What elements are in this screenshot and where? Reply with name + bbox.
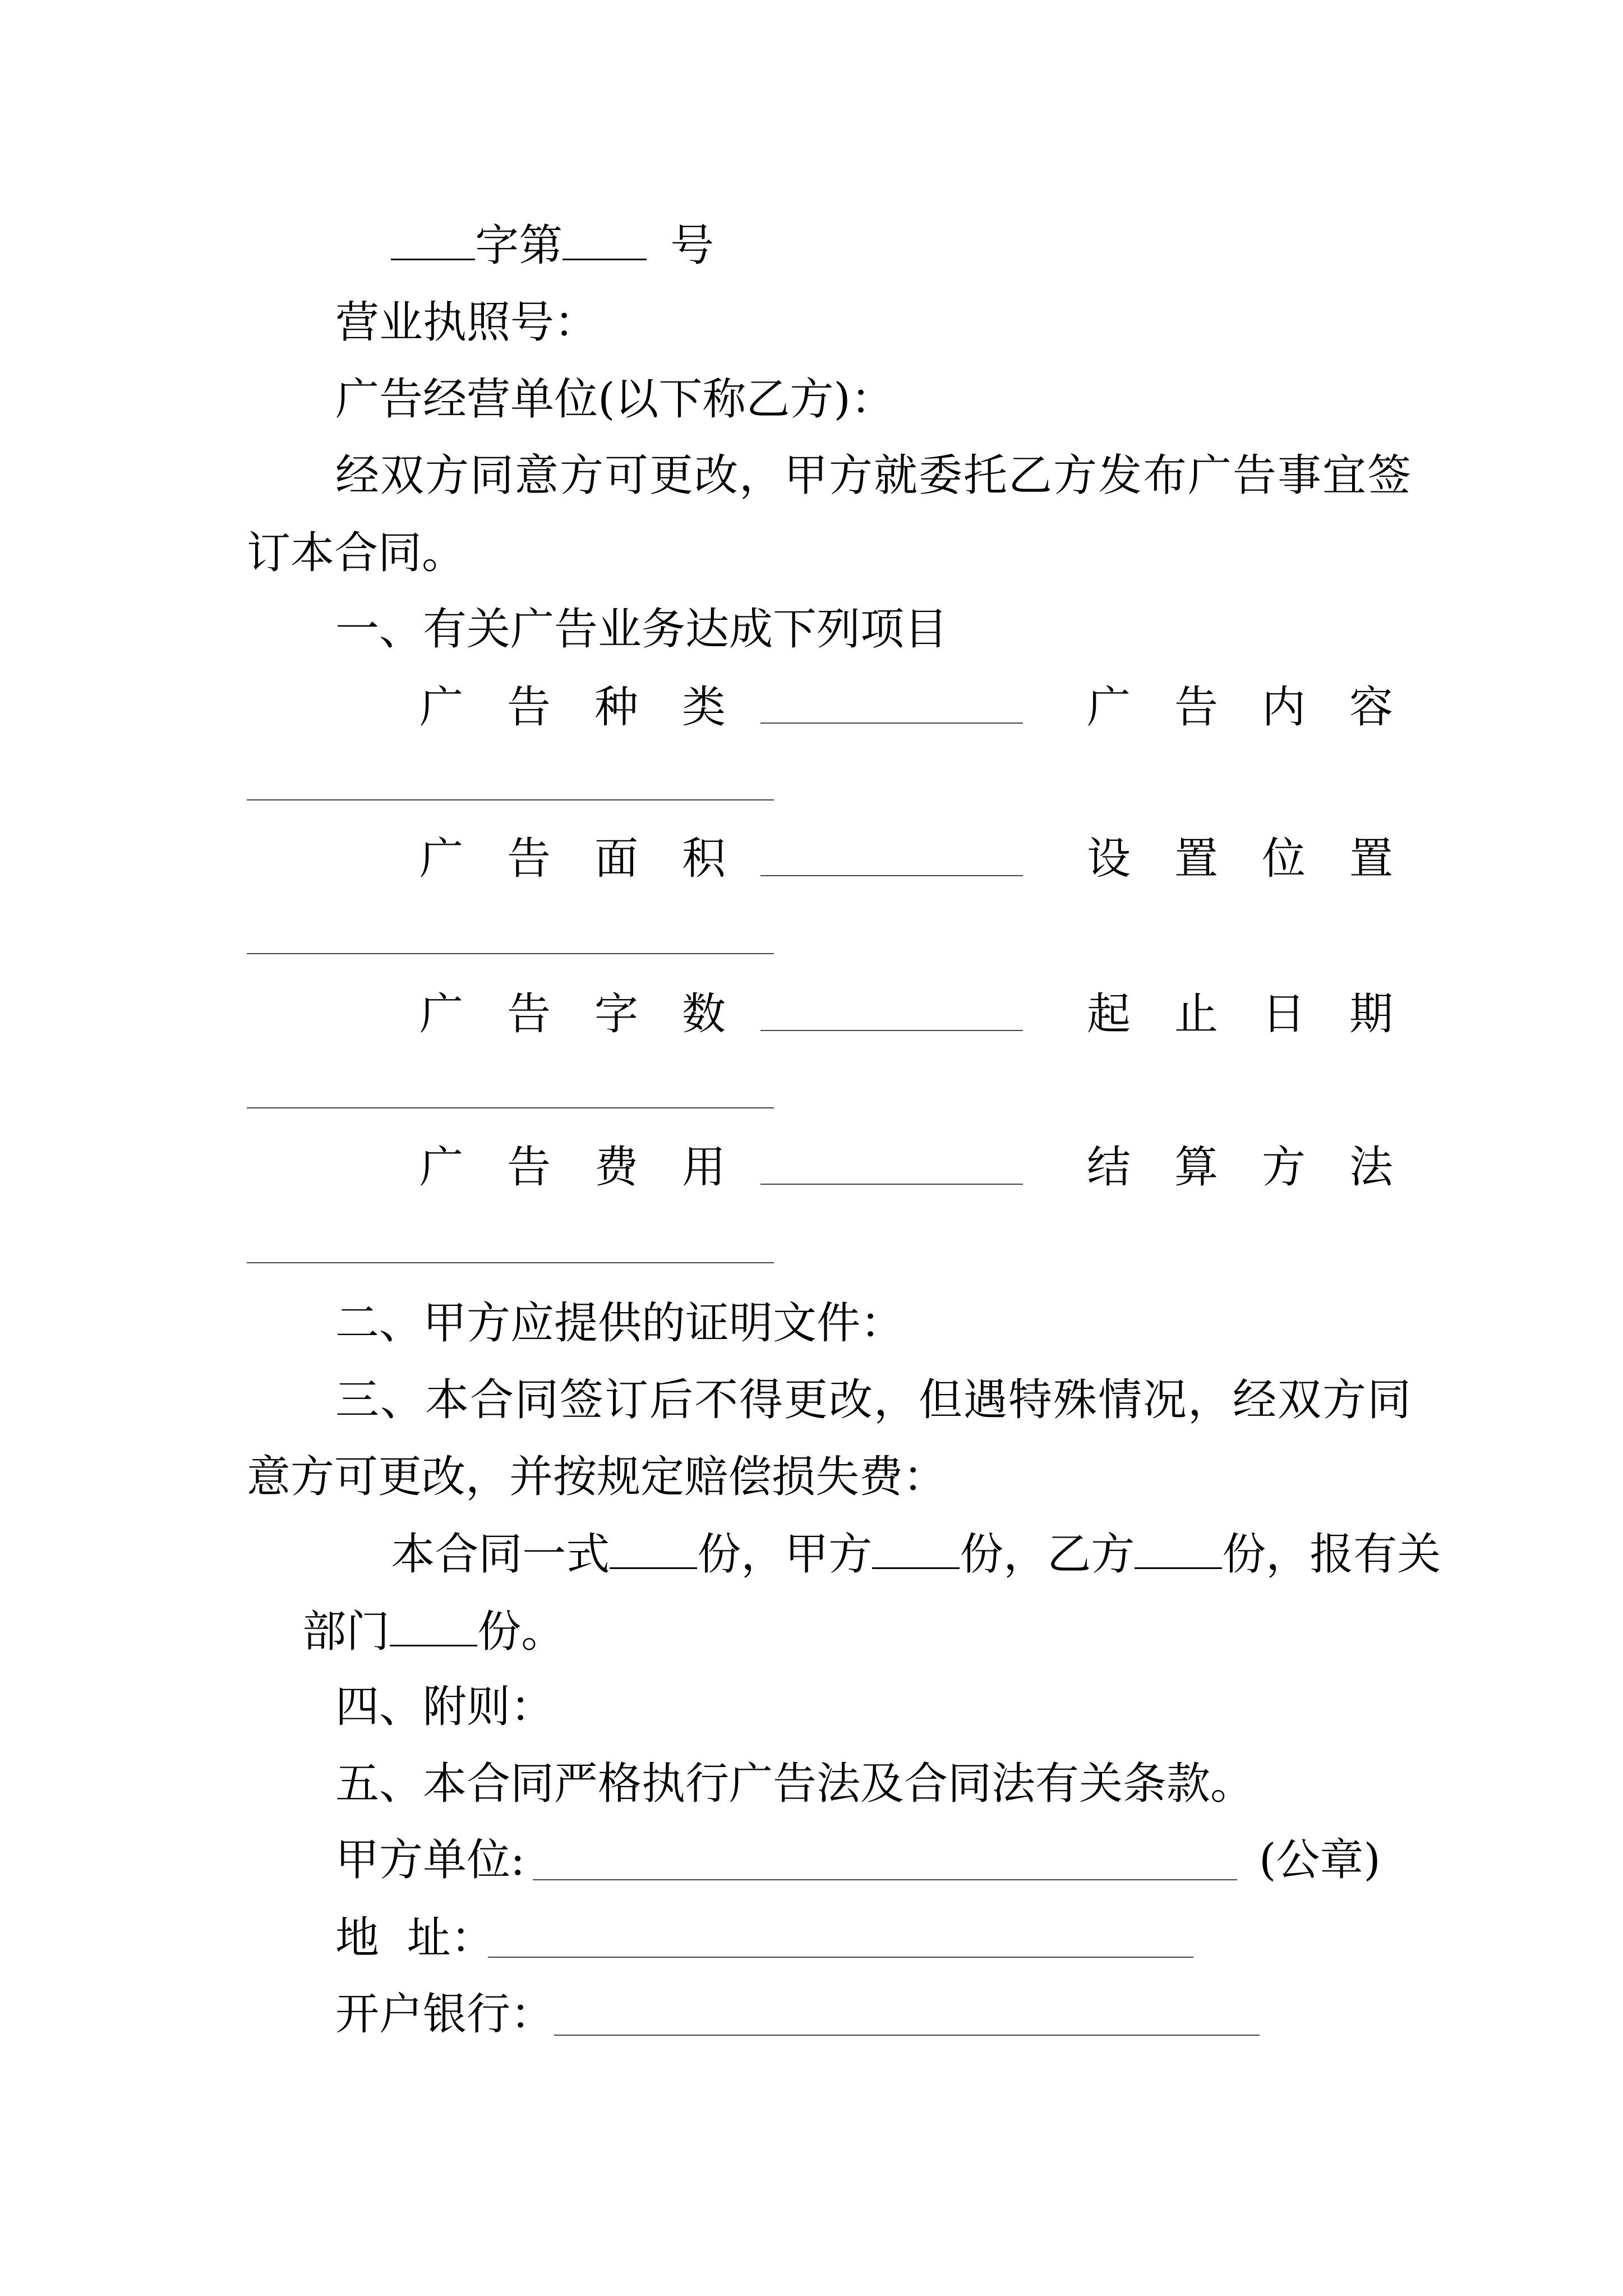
field-ad-type-line[interactable]	[760, 723, 1023, 724]
party-a-label: 甲方单位:	[335, 1835, 525, 1885]
field-location-line[interactable]	[247, 953, 774, 954]
field-ad-fee-line[interactable]	[760, 1184, 1023, 1185]
field-settlement-label: 结算方法	[1087, 1142, 1437, 1193]
preamble-line-1: 经双方同意方可更改，甲方就委托乙方发布广告事宜签	[335, 450, 1413, 501]
section-3-line-1: 三、本合同签订后不得更改，但遇特殊情况，经双方同	[335, 1375, 1413, 1425]
copies-text-2: 份，甲方	[697, 1529, 873, 1580]
party-a-unit-line[interactable]	[533, 1879, 1237, 1880]
field-ad-area-label: 广告面积	[419, 834, 770, 884]
section-4-title: 四、附则：	[335, 1682, 555, 1732]
field-dates-line[interactable]	[247, 1107, 774, 1108]
bank-label: 开户银行：	[335, 1989, 555, 2040]
copies-dept-blank[interactable]	[390, 1609, 477, 1646]
number-prefix-blank[interactable]	[391, 223, 475, 260]
section-5-title: 五、本合同严格执行广告法及合同法有关条款。	[335, 1759, 1255, 1809]
copies-text-1: 本合同一式	[391, 1529, 610, 1580]
address-line[interactable]	[488, 1957, 1193, 1958]
copies-party-b-blank[interactable]	[1135, 1531, 1222, 1569]
copies-line-2	[247, 1565, 565, 1697]
field-word-count-label: 广告字数	[419, 989, 770, 1039]
contract-number-line	[335, 179, 714, 311]
section-2-title: 二、甲方应提供的证明文件：	[335, 1298, 905, 1349]
seal-label: (公章)	[1259, 1835, 1381, 1885]
hao-text: 号	[670, 220, 714, 271]
business-license-label: 营业执照号：	[335, 297, 598, 348]
copies-total-blank[interactable]	[610, 1531, 697, 1569]
section-1-title: 一、有关广告业务达成下列项目	[335, 604, 948, 655]
copies-dept-text: 部门	[302, 1606, 390, 1657]
address-label: 地 址：	[335, 1913, 495, 1963]
preamble-line-2: 订本合同。	[247, 528, 466, 578]
field-settlement-line[interactable]	[247, 1262, 774, 1263]
copies-end-text: 份。	[477, 1606, 565, 1657]
copies-text-4: 份，报有关	[1222, 1529, 1441, 1580]
field-dates-label: 起止日期	[1087, 989, 1437, 1039]
field-ad-area-line[interactable]	[760, 875, 1023, 876]
copies-text-3: 份，乙方	[960, 1529, 1135, 1580]
field-location-label: 设置位置	[1087, 834, 1437, 884]
party-b-label: 广告经营单位(以下称乙方)：	[335, 374, 895, 425]
field-ad-content-line[interactable]	[247, 799, 774, 800]
copies-party-a-blank[interactable]	[872, 1531, 960, 1569]
field-ad-fee-label: 广告费用	[419, 1142, 770, 1193]
zi-di-text: 字第	[475, 220, 563, 271]
field-ad-content-label: 广告内容	[1087, 682, 1437, 733]
section-3-line-2: 意方可更改，并按规定赔偿损失费：	[247, 1452, 947, 1502]
field-word-count-line[interactable]	[760, 1030, 1023, 1031]
number-blank[interactable]	[562, 223, 647, 260]
bank-line[interactable]	[554, 2035, 1260, 2036]
field-ad-type-label: 广告种类	[419, 682, 770, 733]
